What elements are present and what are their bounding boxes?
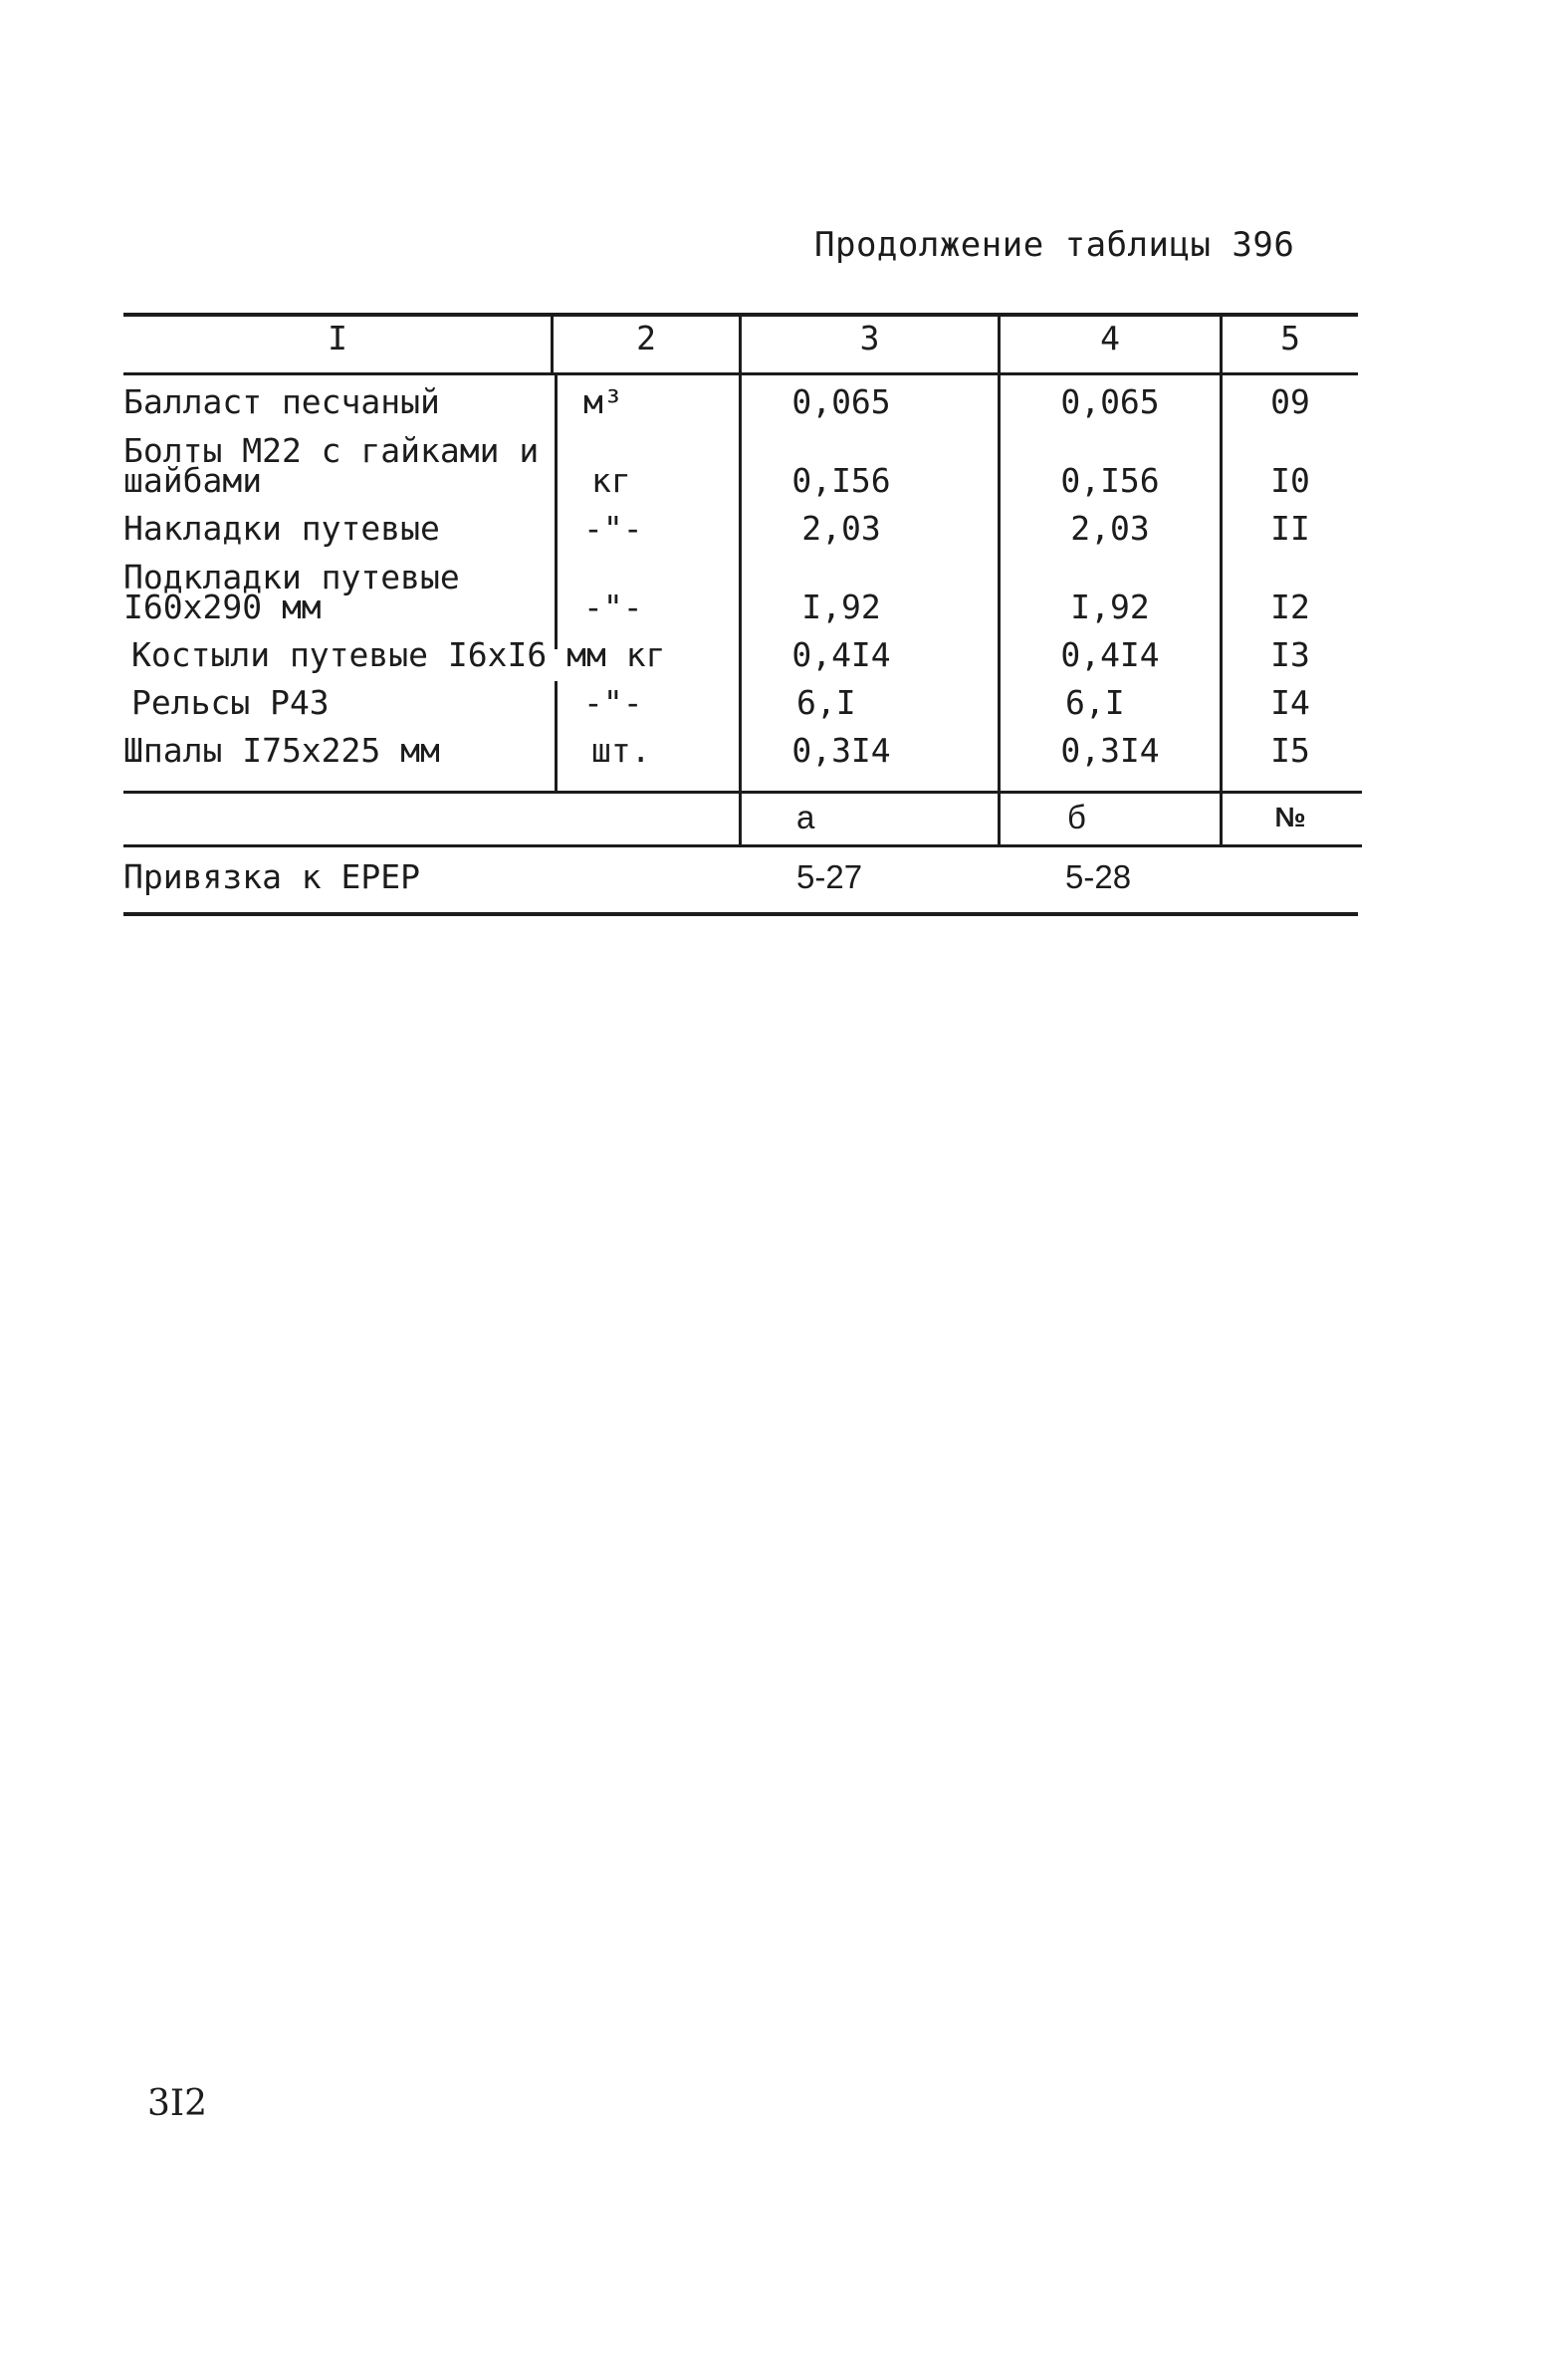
row-3-col3: 2,03 — [801, 509, 881, 548]
binding-col4: 5-28 — [1065, 858, 1132, 895]
row-7-col3: 0,3I4 — [791, 731, 891, 770]
row-4-name-line-1: Подкладки путевые — [123, 558, 460, 596]
row-1-col5: 09 — [1270, 382, 1310, 421]
row-4-name-line-2: I60х290 мм — [123, 588, 322, 626]
row-2-name-line-2: шайбами — [123, 461, 263, 500]
header-col-5: 5 — [1280, 319, 1300, 357]
col2-left-rule-body-lower — [555, 681, 558, 793]
row-4-col5: I2 — [1270, 588, 1310, 626]
row-1-unit: м³ — [583, 382, 623, 421]
row-6-col3: 6,I — [796, 683, 856, 722]
row-1-col3: 0,065 — [791, 382, 891, 421]
row-4-col3: I,92 — [801, 588, 881, 626]
row-4-unit: -"- — [583, 588, 643, 626]
col2-left-rule-body — [555, 374, 558, 649]
variant-col3: а — [796, 799, 815, 835]
row-5-col4: 0,4I4 — [1060, 635, 1160, 674]
row-6-name: Рельсы Р43 — [131, 683, 330, 722]
row-1-col4: 0,065 — [1060, 382, 1160, 421]
row-2-col4: 0,I56 — [1060, 461, 1160, 500]
row-7-unit: шт. — [591, 731, 651, 770]
row-2-col3: 0,I56 — [791, 461, 891, 500]
row-7-name: Шпалы I75х225 мм — [123, 731, 440, 770]
row-2-col5: I0 — [1270, 461, 1310, 500]
row-6-col4: 6,I — [1065, 683, 1125, 722]
row-7-col4: 0,3I4 — [1060, 731, 1160, 770]
table-caption: Продолжение таблицы 396 — [814, 225, 1295, 265]
variant-col4: б — [1067, 799, 1086, 835]
header-col-4: 4 — [1100, 319, 1120, 357]
row-5-name: Костыли путевые I6хI6 мм кг — [131, 635, 666, 674]
binding-col3: 5-27 — [796, 858, 863, 895]
header-col-2: 2 — [636, 319, 656, 357]
row-4-col4: I,92 — [1070, 588, 1150, 626]
header-col-3: 3 — [859, 319, 880, 357]
table-bottom-rule — [123, 912, 1358, 916]
row-2-name-line-1: Болты М22 с гайками и — [123, 431, 540, 470]
variant-col5: № — [1274, 802, 1306, 832]
row-3-name: Накладки путевые — [123, 509, 440, 548]
body-bottom-rule — [123, 791, 1362, 794]
variant-bottom-rule — [123, 844, 1362, 847]
binding-label: Привязка к ЕРЕР — [123, 857, 421, 896]
row-2-unit: кг — [591, 461, 631, 500]
page-number: 3I2 — [147, 2083, 208, 2124]
header-col-1: I — [328, 319, 347, 357]
row-3-unit: -"- — [583, 509, 643, 548]
row-3-col5: II — [1270, 509, 1310, 548]
row-6-unit: -"- — [583, 683, 643, 722]
row-6-col5: I4 — [1270, 683, 1310, 722]
row-5-col5: I3 — [1270, 635, 1310, 674]
row-1-name: Балласт песчаный — [123, 382, 440, 421]
row-5-col3: 0,4I4 — [791, 635, 891, 674]
row-7-col5: I5 — [1270, 731, 1310, 770]
row-3-col4: 2,03 — [1070, 509, 1150, 548]
